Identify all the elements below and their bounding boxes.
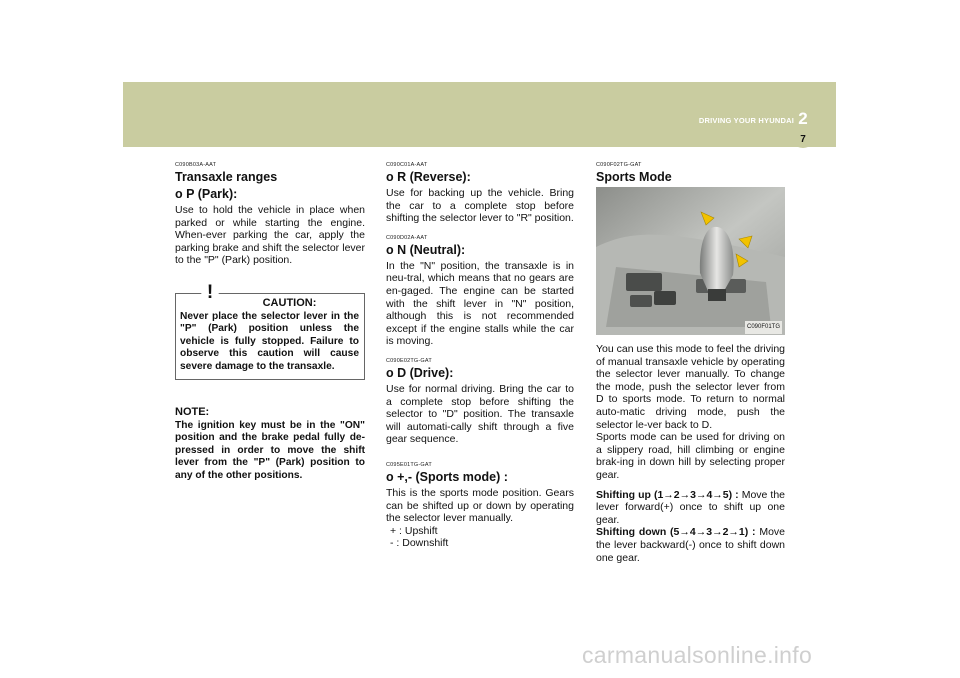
- shift-down-label: Shifting down (5→4→3→2→1) :: [596, 526, 756, 539]
- caution-box: [175, 281, 365, 380]
- sports-mode-title: Sports Mode: [596, 170, 672, 184]
- reverse-heading: o R (Reverse):: [386, 170, 471, 184]
- header-band: [123, 82, 836, 147]
- upshift-item: + : Upshift: [390, 524, 438, 537]
- sports-heading: o +,- (Sports mode) :: [386, 469, 508, 484]
- gear-shift-photo: [596, 187, 785, 335]
- reverse-code: C090C01A-AAT: [386, 162, 428, 168]
- caution-text: Never place the selector lever in the "P" (Park) position unless the vehicle is fully stopped. Failure to observe this caution will cause severe damage to the transaxle.: [180, 310, 359, 372]
- drive-heading: o D (Drive):: [386, 365, 454, 380]
- sports-text: This is the sports mode position. Gears can be shifted up or down by operating the selector lever manually.: [386, 486, 574, 525]
- section-title: Transaxle ranges: [175, 170, 278, 184]
- column-left: [175, 162, 365, 482]
- gear-shift-figure: [596, 187, 785, 335]
- chapter-number: 2: [798, 109, 808, 128]
- note-text: The ignition key must be in the "ON" position and the brake pedal fully de-pressed in order to move the shift lever from the "P" (Park) position to any of the other positions.: [175, 419, 365, 481]
- downshift-item: - : Downshift: [390, 537, 449, 550]
- reverse-text: Use for backing up the vehicle. Bring the car to a complete stop before shifting the selector lever to "R" position.: [386, 187, 574, 225]
- sports-mode-code: C090F02TG-GAT: [596, 162, 642, 168]
- park-text: Use to hold the vehicle in place when parked or while starting the engine. When-ever parking the car, apply the parking brake and shift the selector lever to the "P" (Park) position.: [175, 204, 365, 267]
- column-right: [596, 162, 785, 564]
- neutral-code: C090D02A-AAT: [386, 234, 428, 241]
- caution-title: CAUTION:: [262, 296, 317, 309]
- sports-code: C095E01TG-GAT: [386, 461, 432, 468]
- shift-down-text: Move the lever backward(-) once to shift down one gear.: [596, 526, 786, 564]
- sports-mode-usage: Sports mode can be used for driving on a slippery road, hill climbing or engine brak-ing in down hill by selecting proper gear.: [596, 431, 785, 481]
- drive-code: C090E02TG-GAT: [386, 357, 432, 364]
- svg-text:!: !: [206, 281, 214, 301]
- watermark: carmanualsonline.info: [582, 642, 813, 668]
- shift-down-paragraph: [596, 526, 785, 564]
- park-heading: o P (Park):: [175, 187, 238, 201]
- neutral-text: In the "N" position, the transaxle is in neu-tral, which means that no gears are en-gaged. The engine can be started with the shift lever in "N" position, although this is not recommended except if the engine stalls while the car is moving.: [386, 259, 574, 348]
- shift-up-text: Move the lever forward(+) once to shift up one gear.: [596, 488, 785, 526]
- column-middle: [386, 162, 574, 550]
- warning-icon: [197, 279, 223, 301]
- note-title: NOTE:: [175, 406, 210, 419]
- shift-up-paragraph: [596, 489, 785, 527]
- page-number: 7: [800, 134, 806, 145]
- chapter-label: DRIVING YOUR HYUNDAI: [698, 116, 794, 125]
- shift-up-label: Shifting up (1→2→3→4→5) :: [596, 488, 739, 501]
- section-code: C090B03A-AAT: [175, 162, 217, 168]
- figure-code: C090F01TG: [745, 321, 782, 334]
- drive-text: Use for normal driving. Bring the car to a complete stop before shifting the selector to "D" position. The transaxle will automati-cally shift through a five gear sequence.: [386, 382, 574, 446]
- sports-mode-intro: You can use this mode to feel the driving of manual transaxle vehicle by operating the selector lever manually. To change the mode, push the selector lever from D to sports mode. To return to normal auto-matic driving mode, push the selector le-ver back to D.: [596, 343, 785, 431]
- neutral-heading: o N (Neutral):: [386, 242, 466, 257]
